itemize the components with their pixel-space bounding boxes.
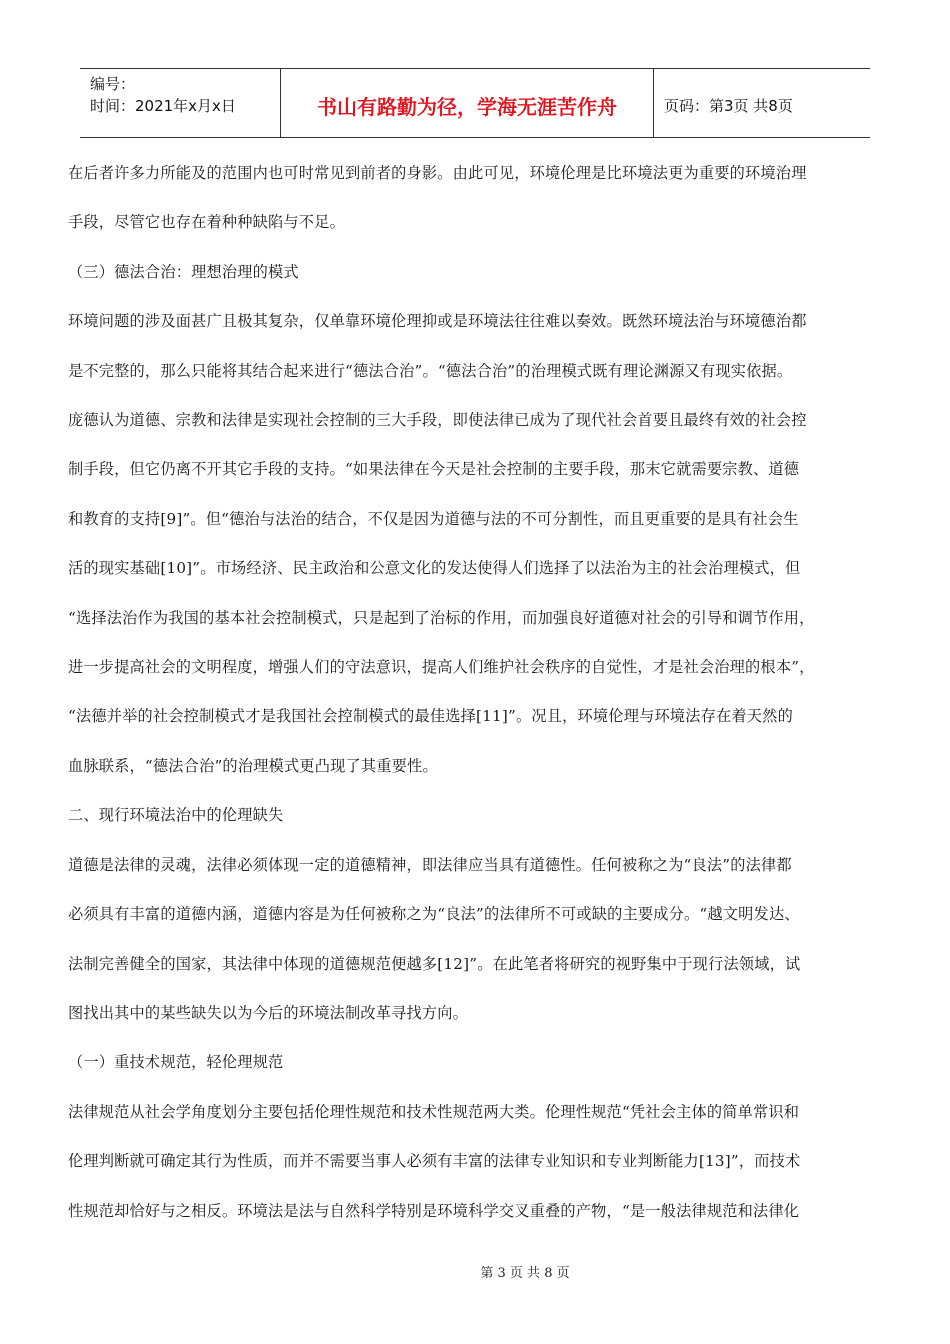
- text-line: 在后者许多力所能及的范围内也可时常见到前者的身影。由此可见，环境伦理是比环境法更为重要的环境治理: [68, 164, 807, 182]
- text-line: 进一步提高社会的文明程度，增强人们的守法意识，提高人们维护社会秩序的自觉性，才是社会治理的根本”，: [68, 658, 815, 677]
- section-heading: （三）德法合治：理想治理的模式: [68, 262, 299, 281]
- text-line: 法律规范从社会学角度划分主要包括伦理性规范和技术性规范两大类。伦理性规范“凭社会主体的简单常识和: [68, 1102, 800, 1121]
- text-line: 是不完整的，那么只能将其结合起来进行“德法合治”。“德法合治”的治理模式既有理论渊源又有现实依据。: [68, 361, 793, 380]
- page-footer: [0, 1262, 950, 1281]
- text-line: 和教育的支持[9]”。但“德治与法治的结合，不仅是因为道德与法的不可分割性，而且更重要的是具有社会生: [68, 509, 799, 528]
- text-line: 环境问题的涉及面甚广且极其复杂，仅单靠环境伦理抑或是环境法往往难以奏效。既然环境法治与环境德治都: [68, 312, 807, 331]
- footer-page-number: 第 3 页 共 8 页: [480, 1266, 570, 1281]
- header-motto: 书山有路勤为径，学海无涯苦作舟: [281, 69, 654, 137]
- header-page-info: 页码：第3页 共8页: [664, 96, 793, 115]
- text-line: 性规范却恰好与之相反。环境法是法与自然科学特别是环境科学交叉重叠的产物，“是一般法律规范和法律化: [68, 1201, 800, 1220]
- text-line: 制手段，但它仍离不开其它手段的支持。“如果法律在今天是社会控制的主要手段，那末它就需要宗教、道德: [68, 460, 800, 479]
- page-header: [80, 68, 870, 138]
- text-line: 活的现实基础[10]”。市场经济、民主政治和公意文化的发达使得人们选择了以法治为主的社会治理模式，但: [68, 559, 801, 578]
- document-body: [68, 149, 876, 1236]
- section-heading: （一）重技术规范，轻伦理规范: [68, 1053, 284, 1072]
- text-line: 法制完善健全的国家，其法律中体现的道德规范便越多[12]”。在此笔者将研究的视野集中于现行法领域，试: [68, 954, 801, 973]
- text-line: 手段，尽管它也存在着种种缺陷与不足。: [68, 213, 345, 232]
- text-line: 必须具有丰富的道德内涵，道德内容是为任何被称之为“良法”的法律所不可或缺的主要成分。“越文明发达、: [68, 905, 800, 924]
- text-line: “选择法治作为我国的基本社会控制模式，只是起到了治标的作用，而加强良好道德对社会的引导和调节作用，: [68, 608, 815, 627]
- text-line: 伦理判断就可确定其行为性质，而并不需要当事人必须有丰富的法律专业知识和专业判断能力[13]”，而技术: [68, 1152, 801, 1171]
- text-line: 图找出其中的某些缺失以为今后的环境法制改革寻找方向。: [68, 1003, 469, 1022]
- text-line: 庞德认为道德、宗教和法律是实现社会控制的三大手段，即使法律已成为了现代社会首要且最终有效的社会控: [68, 411, 807, 430]
- text-line: 血脉联系，“德法合治”的治理模式更凸现了其重要性。: [68, 756, 438, 775]
- section-heading: 二、现行环境法治中的伦理缺失: [68, 806, 284, 825]
- text-line: 道德是法律的灵魂，法律必须体现一定的道德精神，即法律应当具有道德性。任何被称之为“良法”的法律都: [68, 855, 792, 874]
- text-line: “法德并举的社会控制模式才是我国社会控制模式的最佳选择[11]”。况且，环境伦理与环境法存在着天然的: [68, 707, 793, 726]
- header-meta: [80, 69, 281, 137]
- document-date: 时间：2021年x月x日: [90, 97, 236, 115]
- document-number-label: 编号：: [90, 75, 136, 93]
